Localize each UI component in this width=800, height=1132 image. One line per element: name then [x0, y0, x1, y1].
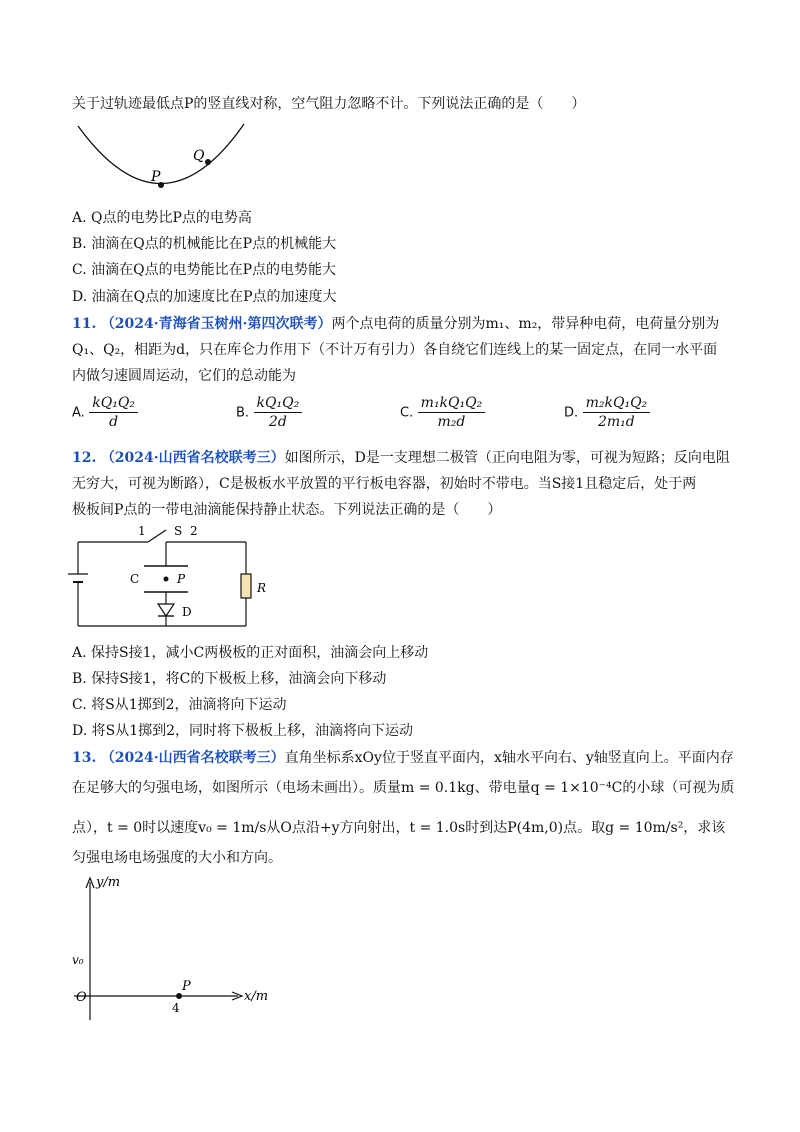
q11-option-a: A. $\frac{\text{kQ₁Q₂}}{d}$ [72, 394, 138, 431]
label-terminal-2: 2 [190, 524, 198, 538]
q13-line2: 在足够大的匀强电场，如图所示（电场未画出）。质量m = 0.1kg、带电量q = 1×10⁻⁴C的小球（可视为质 [72, 780, 735, 796]
q13-text: 直角坐标系xOy位于竖直平面内，x轴水平向右、y轴竖直向上。平面内存 [284, 750, 734, 766]
q12-line2: 无穷大，可视为断路），C是极板水平放置的平行板电容器，初始时不带电。当S接1且稳定后，处于两 [72, 476, 697, 492]
v0-label: v₀ [72, 953, 84, 967]
q11-text: 两个点电荷的质量分别为m₁、m₂，带异种电荷，电荷量分别为 [331, 316, 720, 332]
label-p: P [177, 572, 186, 586]
q13-line4: 匀强电场电场强度的大小和方向。 [72, 850, 282, 866]
question-source: （2024·山西省名校联考三） [100, 750, 285, 766]
resistor [241, 574, 251, 598]
q12-option-c: C. 将S从1掷到2，油滴将向下运动 [72, 697, 287, 713]
question-source: （2024·青海省玉树州·第四次联考） [100, 316, 332, 332]
q11-line1 [72, 314, 719, 334]
q10-option-a: A. Q点的电势比P点的电势高 [72, 210, 252, 226]
switch-blade [148, 530, 166, 542]
label-capacitor: C [130, 572, 140, 586]
q11-line3: 内做匀速圆周运动，它们的总动能为 [72, 368, 296, 384]
q13-line3: 点），t = 0时以速度v₀ = 1m/s从O点沿+y方向射出，t = 1.0s时到达P(4m,0)点。取g = 10m/s²，求该 [72, 820, 726, 836]
origin-label: O [76, 990, 87, 1005]
q12-line1 [72, 448, 730, 468]
label-diode: D [182, 605, 192, 619]
question-number: 12. [72, 450, 97, 466]
label-resistor: R [257, 581, 267, 595]
q11-line2: Q₁、Q₂，相距为d，只在库仑力作用下（不计万有引力）各自绕它们连线上的某一固定点，在同一水平面 [72, 342, 718, 358]
q12-option-a: A. 保持S接1，减小C两极板的正对面积，油滴会向上移动 [72, 645, 429, 661]
q12-option-d: D. 将S从1掷到2，同时将下极板上移，油滴将向下运动 [72, 723, 414, 739]
q10-option-c: C. 油滴在Q点的电势能比在P点的电势能大 [72, 262, 337, 278]
label-q: Q [193, 148, 205, 164]
q11-option-c: C. $\frac{\text{m₁kQ₁Q₂}}{\text{m₂d}}$ [400, 394, 485, 431]
q13-line1 [72, 748, 734, 768]
q11-option-b: B. $\frac{\text{kQ₁Q₂}}{2d}$ [236, 394, 302, 431]
q12-circuit-figure [66, 522, 276, 634]
q12-line3: 极板间P点的一带电油滴能保持静止状态。下列说法正确的是（ ） [72, 502, 502, 518]
question-number: 11. [72, 316, 97, 332]
q12-text: 如图所示，D是一支理想二极管（正向电阻为零，可视为短路；反向电阻 [284, 450, 730, 466]
q10-trajectory-figure [72, 122, 262, 202]
oil-drop [164, 577, 169, 582]
q11-option-d: D. $\frac{\text{m₂kQ₁Q₂}}{\text{2m₁d}}$ [564, 394, 650, 431]
point-q [205, 159, 211, 165]
question-source: （2024·山西省名校联考三） [100, 450, 285, 466]
label-p: P [151, 169, 161, 185]
diode-triangle [158, 604, 174, 616]
question-number: 13. [72, 750, 97, 766]
q13-axes-figure [66, 872, 286, 1022]
q12-option-b: B. 保持S接1，将C的下极板上移，油滴会向下移动 [72, 671, 387, 687]
q10-option-b: B. 油滴在Q点的机械能比在P点的机械能大 [72, 236, 337, 252]
y-axis-label: y/m [96, 875, 121, 890]
trajectory-curve [78, 124, 244, 184]
x-tick-4: 4 [172, 1001, 180, 1015]
label-terminal-1: 1 [138, 524, 146, 538]
q10-stem: 关于过轨迹最低点P的竖直线对称，空气阻力忽略不计。下列说法正确的是（ ） [72, 96, 586, 112]
x-axis-label: x/m [244, 989, 269, 1004]
label-p: P [182, 979, 191, 994]
q10-option-d: D. 油滴在Q点的加速度比在P点的加速度大 [72, 289, 337, 305]
label-switch: S [174, 524, 183, 538]
